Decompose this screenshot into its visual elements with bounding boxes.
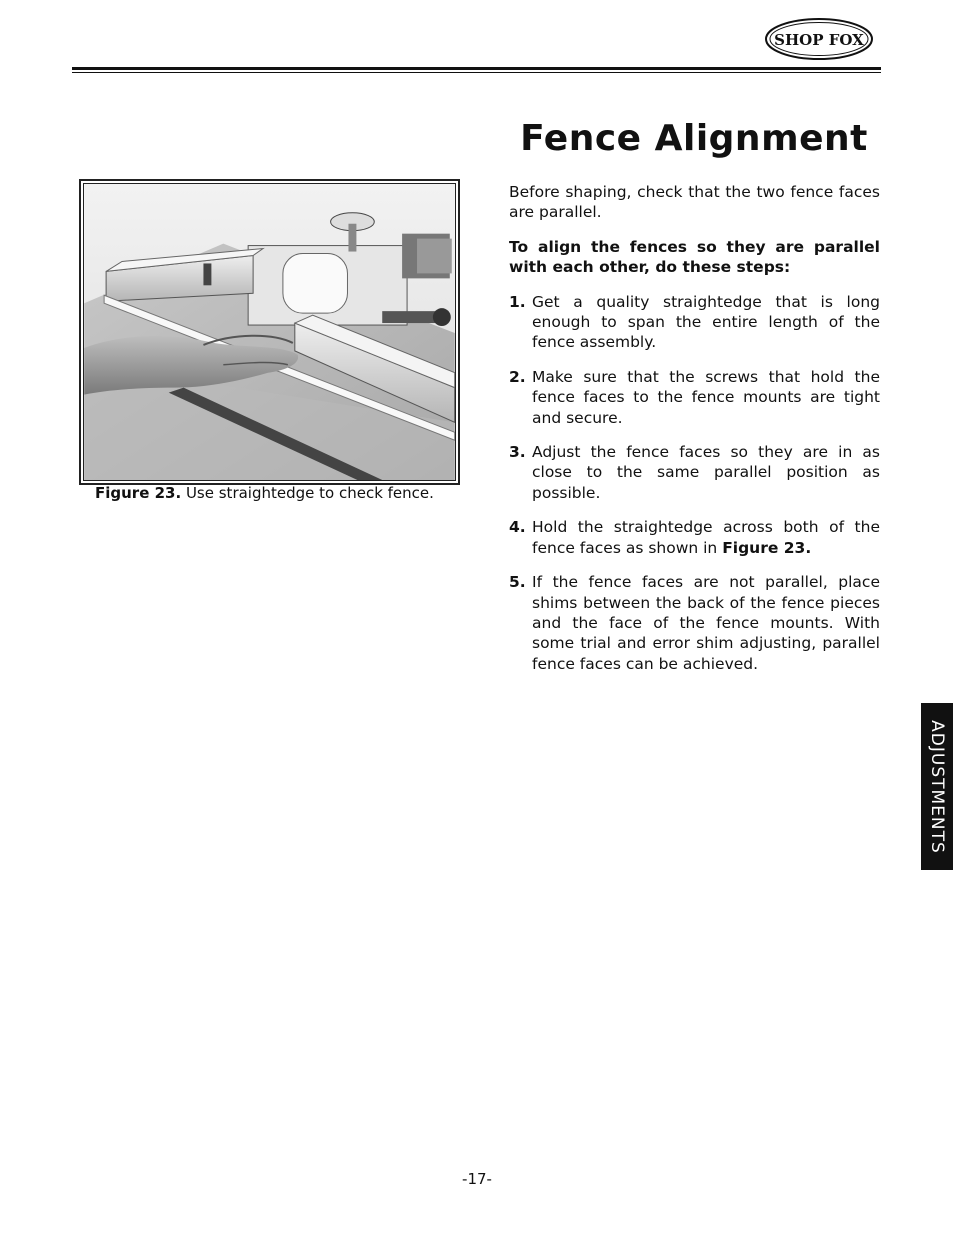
content-column xyxy=(509,182,880,688)
figure-23 xyxy=(79,179,460,485)
step-number: 2. xyxy=(509,367,526,386)
step-text: Adjust the fence faces so they are in as close to the same parallel position as possible. xyxy=(532,443,880,502)
step-number: 4. xyxy=(509,518,526,537)
list-item xyxy=(509,442,880,503)
step-text: Make sure that the screws that hold the fence faces to the fence mounts are tight and secure. xyxy=(532,367,880,427)
figure-caption xyxy=(95,484,434,502)
step-text: Hold the straightedge across both of the fence faces as shown in xyxy=(532,518,880,557)
header-rule-thin xyxy=(72,72,881,73)
step-number: 5. xyxy=(509,573,526,592)
section-tab-adjustments xyxy=(921,703,953,870)
figure-caption-text: Use straightedge to check fence. xyxy=(185,484,434,502)
instruction-lead: To align the fences so they are parallel with each other, do these steps: xyxy=(509,237,880,277)
list-item xyxy=(509,367,880,428)
list-item xyxy=(509,572,880,674)
steps-list xyxy=(509,292,880,675)
section-tab-label: ADJUSTMENTS xyxy=(927,719,947,854)
shop-fox-logo-icon xyxy=(764,17,874,61)
svg-text:SHOP FOX: SHOP FOX xyxy=(774,31,864,49)
figure-label: Figure 23. xyxy=(95,484,182,502)
page-number: -17- xyxy=(462,1170,492,1188)
step-number: 3. xyxy=(509,443,526,462)
step-text: Get a quality straightedge that is long enough to span the entire length of the fence assembly. xyxy=(532,292,880,352)
step-text: If the fence faces are not parallel, place shims between the back of the fence pieces and the face of the fence mounts. With some trial and error shim adjusting, parallel fence faces can be achieved. xyxy=(532,573,880,673)
header-rule xyxy=(72,67,881,70)
list-item xyxy=(509,292,880,353)
list-item xyxy=(509,517,880,558)
step-number: 1. xyxy=(509,292,526,311)
intro-paragraph: Before shaping, check that the two fence faces are parallel. xyxy=(509,183,880,222)
fence-straightedge-photo-icon xyxy=(83,183,456,481)
page-title: Fence Alignment xyxy=(520,118,868,159)
figure-reference: Figure 23. xyxy=(722,538,812,557)
